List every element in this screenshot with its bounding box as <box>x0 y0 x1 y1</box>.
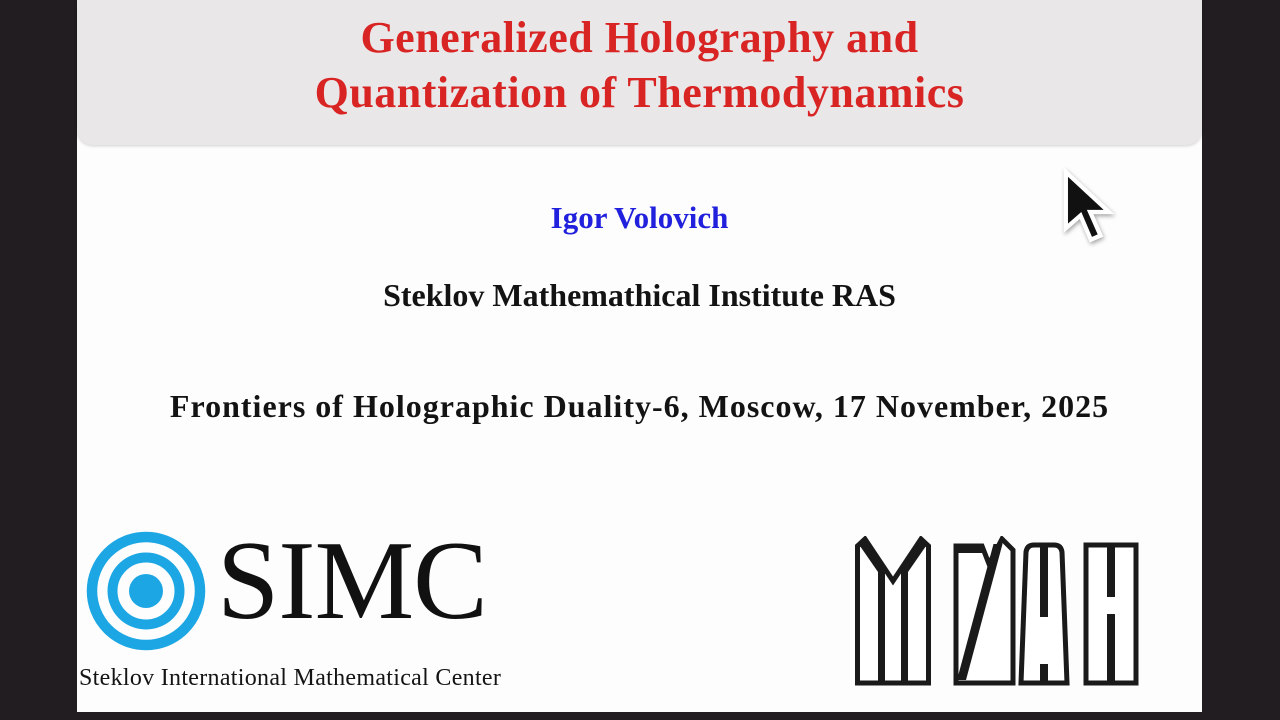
mian-logo <box>855 536 1140 686</box>
slide-title-line-1: Generalized Holography and <box>360 13 919 62</box>
affiliation-line: Steklov Mathemathical Institute RAS <box>383 277 896 313</box>
simc-acronym: SIMC <box>217 519 487 643</box>
author-name: Igor Volovich <box>550 200 729 235</box>
mouse-cursor <box>1062 168 1114 251</box>
slide <box>77 0 1202 712</box>
simc-target-icon <box>84 529 208 653</box>
mian-letter-a-hanging-bar <box>1040 547 1048 617</box>
mian-letter-n-hanging-bar <box>1107 547 1115 597</box>
conference-line: Frontiers of Holographic Duality-6, Moscow, 17 November, 2025 <box>169 388 1110 424</box>
simc-caption: Steklov International Mathematical Center <box>79 665 502 691</box>
slide-title-line-2: Quantization of Thermodynamics <box>314 68 965 117</box>
mian-letter-i-topbar <box>956 546 982 553</box>
simc-logo <box>84 519 554 653</box>
mian-letter-m-outline <box>858 539 929 683</box>
mian-letter-a-bottom-stub <box>1040 664 1048 681</box>
title-box <box>77 0 1202 145</box>
mian-letter-n-rising-bar <box>1107 614 1115 681</box>
